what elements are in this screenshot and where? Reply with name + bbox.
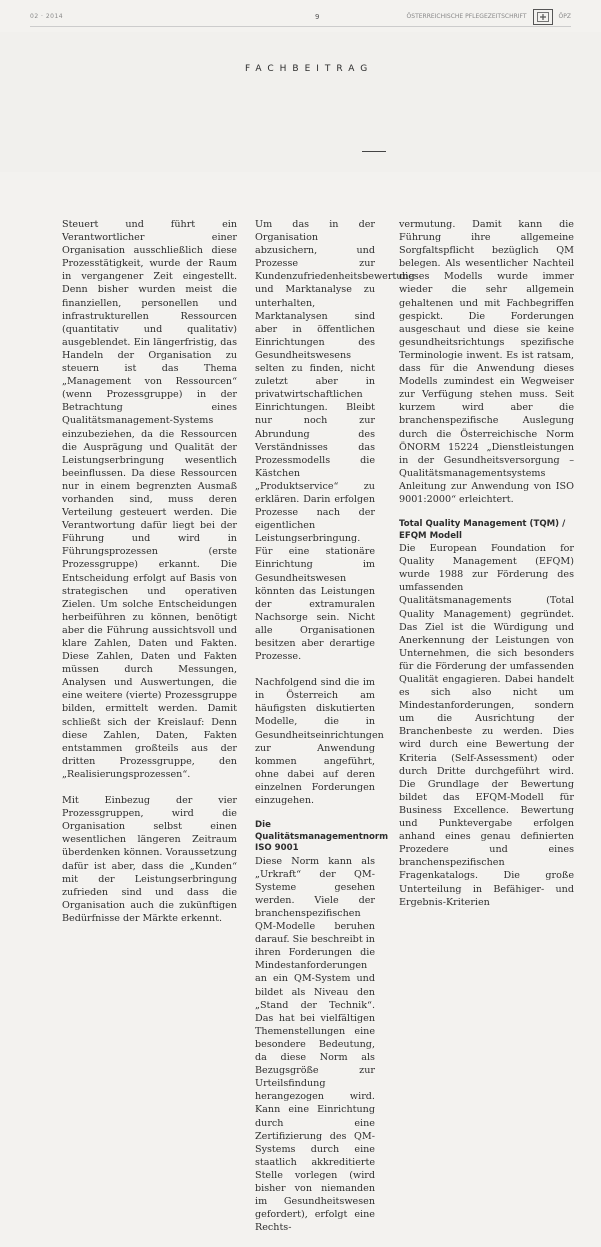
paragraph: Diese Norm kann als „Urkraft“ der QM-Systeme gesehen werden. Viele der branchenspezifischen QM-Modelle beruhen darauf. Sie beschreibt in ihren Forderungen die Mindestanforderungen an ein QM-System und bildet als Niveau den „Stand der Technik“. Das hat bei vielfältigen Themenstellungen eine besondere Bedeutung, da diese Norm als Bezugsgröße zur Urteilsfindung herangezogen wird. Kann eine Einrichtung durch eine Zertifizierung des QM-Systems durch eine staatlich akkreditierte Stelle vorlegen (wird bisher von niemanden im Gesundheitswesen gefordert), erfolgt eine Rechts- <box>255 855 375 1234</box>
journal-suffix: ÖPZ <box>558 13 571 20</box>
issue-label: 02 · 2014 <box>30 13 64 20</box>
paragraph: Mit Einbezug der vier Prozessgruppen, wird die Organisation selbst einen wesentlichen längeren Zeitraum überdenken können. Voraussetzung dafür ist aber, dass die „Kunden“ mit der Leistungserbringung zufrieden sind und dass die Organisation auch die zukünftigen Bedürfnisse der Märkte erkennt. <box>62 795 237 924</box>
page-header <box>30 13 571 20</box>
paragraph: Die European Foundation for Quality Management (EFQM) wurde 1988 zur Förderung des umfassenden Qualitätsmanagements (Total Quality Management) gegründet. Das Ziel ist die Würdigung und Anerkennung der Leistungen von Unternehmen, die sich besonders für die Förderung der umfassenden Qualität engagieren. Dabei handelt es sich also nicht um Mindestanforderungen, sondern um die Ausrichtung der Branchenbeste zu werden. Dies wird durch eine Bewertung der Kriteria (Self-Assessment) oder durch Dritte durchgeführt wird. Die Grundlage der Bewertung bildet das EFQM-Modell für Business Excellence. Bewertung und Punktevergabe erfolgen anhand eines genau definierten Prozedere und eines branchenspezifischen Fragenkatalogs. Die große Unterteilung in Befähiger- und Ergebnis-Kriterien <box>399 543 574 908</box>
section-heading: Die Qualitätsmanagementnorm ISO 9001 <box>255 820 389 854</box>
journal-info <box>407 9 571 25</box>
journal-title: ÖSTERREICHISCHE PFLEGEZEITSCHRIFT <box>406 13 527 20</box>
section-banner <box>0 32 601 172</box>
journal-logo-icon <box>533 9 553 25</box>
section-heading: Total Quality Management (TQM) / EFQM Modell <box>399 519 566 541</box>
paragraph: Steuert und führt ein Verantwortlicher einer Organisation ausschließlich diese Prozesstätigkeit, wurde der Raum in vergangener Zeit eingestellt. Denn bisher wurden meist die finanziellen, personellen und infrastrukturellen Ressourcen (quantitativ und qualitativ) ausgeblendet. Ein längerfristig, das Handeln der Organisation zu steuern ist das Thema „Management von Ressourcen“ (wenn Prozessgruppe) in der Betrachtung eines Qualitätsmanagement-Systems einzubeziehen, da die Ressourcen die Ausprägung und Qualität der Leistungserbringung wesentlich beeinflussen. Da diese Ressourcen nur in einem begrenzten Ausmaß vorhanden sind, muss deren Verteilung gesteuert werden. Die Verantwortung dafür liegt bei der Führung und wird in Führungsprozessen (erste Prozessgruppe) erkannt. Die Entscheidung erfolgt auf Basis von strategischen und operativen Zielen. Um solche Entscheidungen herbeiführen zu können, benötigt aber die Führung aussichtsvoll und klare Zahlen, Daten und Fakten. Diese Zahlen, Daten und Fakten müssen durch Messungen, Analysen und Auswertungen, die eine weitere (vierte) Prozessgruppe bilden, ermittelt werden. Damit schließt sich der Kreislauf: Denn diese Zahlen, Daten, Fakten entstammen großteils aus der dritten Prozessgruppe, den „Realisierungsprozessen“. <box>62 219 237 780</box>
text-column-3 <box>399 218 574 922</box>
header-divider <box>30 26 571 27</box>
title-underline <box>362 151 386 152</box>
page-number: 9 <box>315 12 320 21</box>
text-column-2 <box>255 218 415 1247</box>
text-column-1 <box>62 218 237 938</box>
paragraph: Nachfolgend sind die im in Österreich am häufigsten diskutierten Modelle, die in Gesundheitseinrichtungen zur Anwendung kommen angeführt, ohne dabei auf deren einzelnen Forderungen einzugehen. <box>255 677 384 807</box>
paragraph: Um das in der Organisation abzusichern, und Prozesse zur Kundenzufriedenheitsbewertung und Marktanalyse zu unterhalten, Marktanalysen sind aber in öffentlichen Einrichtungen des Gesundheitswesens selten zu finden, nicht zuletzt aber in privatwirtschaftlichen Einrichtungen. Bleibt nur noch zur Abrundung des Verständnisses das Prozessmodells die Kästchen „Produktservice“ zu erklären. Darin erfolgen Prozesse nach der eigentlichen Leistungserbringung. Für eine stationäre Einrichtung im Gesundheitswesen könnten das Leistungen der extramuralen Nachsorge sein. Nicht alle Organisationen besitzen aber derartige Prozesse. <box>255 219 415 663</box>
paragraph: vermutung. Damit kann die Führung ihre allgemeine Sorgfaltspflicht bezüglich QM belegen. Als wesentlicher Nachteil dieses Modells wurde immer wieder die sehr allgemein gehaltenen und mit Fachbegriffen gespickt. Die Forderungen ausgeschaut und diese sie keine gesundheitsrichtungs spezifische Terminologie inwent. Es ist ratsam, dass für die Anwendung dieses Modells zumindest ein Wegweiser zur Verfügung stehen muss. Seit kurzem wird aber die branchenspezifische Auslegung durch die Österreichische Norm ÖNORM 15224 „Dienstleistungen in der Gesundheitsversorgung – Qualitätsmanagementsystems Anleitung zur Anwendung von ISO 9001:2000“ erleichtert. <box>399 219 574 505</box>
section-label: FACHBEITRAG <box>245 64 374 74</box>
